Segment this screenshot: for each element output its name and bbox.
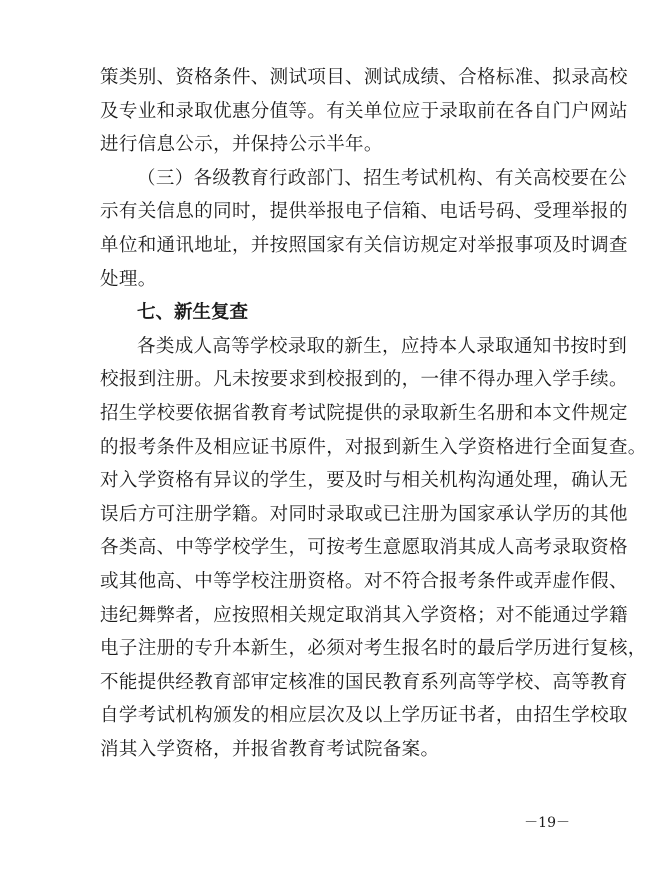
- text-line: 示有关信息的同时，提供举报电子信箱、电话号码、受理举报的: [100, 201, 628, 223]
- text-line: 各类成人高等学校录取的新生，应持本人录取通知书按时到: [137, 335, 628, 357]
- paragraph: [100, 330, 647, 767]
- text-line: 违纪舞弊者，应按照相关规定取消其入学资格；对不能通过学籍: [100, 604, 628, 626]
- text-line: 的报考条件及相应证书原件，对报到新生入学资格进行全面复查。: [100, 436, 647, 458]
- text-line: 电子注册的专升本新生，必须对考生报名时的最后学历进行复核，: [100, 638, 647, 660]
- text-line: （三）各级教育行政部门、招生考试机构、有关高校要在公: [137, 167, 628, 189]
- text-line: 不能提供经教育部审定核准的国民教育系列高等学校、高等教育: [100, 671, 628, 693]
- text-line: 或其他高、中等学校注册资格。对不符合报考条件或弄虚作假、: [100, 570, 628, 592]
- paragraph: [100, 162, 628, 296]
- text-line: 策类别、资格条件、测试项目、测试成绩、合格标准、拟录高校: [100, 67, 628, 88]
- text-line: 单位和通讯地址，并按照国家有关信访规定对举报事项及时调查: [100, 234, 628, 256]
- page-number: －19－: [524, 815, 570, 831]
- text-line: 及专业和录取优惠分值等。有关单位应于录取前在各自门户网站: [100, 100, 628, 122]
- text-line: 招生学校要依据省教育考试院提供的录取新生名册和本文件规定: [100, 402, 628, 424]
- text-line: 对入学资格有异议的学生，要及时与相关机构沟通处理，确认无: [100, 470, 628, 492]
- text-line: 进行信息公示，并保持公示半年。: [100, 134, 383, 156]
- text-line: 消其入学资格，并报省教育考试院备案。: [100, 738, 440, 760]
- text-line: 自学考试机构颁发的相应层次及以上学历证书者，由招生学校取: [100, 705, 628, 727]
- text-line: 校报到注册。凡未按要求到校报到的，一律不得办理入学手续。: [100, 369, 628, 391]
- text-line: 误后方可注册学籍。对同时录取或已注册为国家承认学历的其他: [100, 503, 628, 525]
- body-text: [100, 61, 647, 766]
- section-heading: 七、新生复查: [137, 302, 249, 324]
- paragraph: [100, 61, 628, 162]
- text-line: 各类高、中等学校学生，可按考生意愿取消其成人高考录取资格: [100, 537, 628, 559]
- text-line: 处理。: [100, 268, 157, 290]
